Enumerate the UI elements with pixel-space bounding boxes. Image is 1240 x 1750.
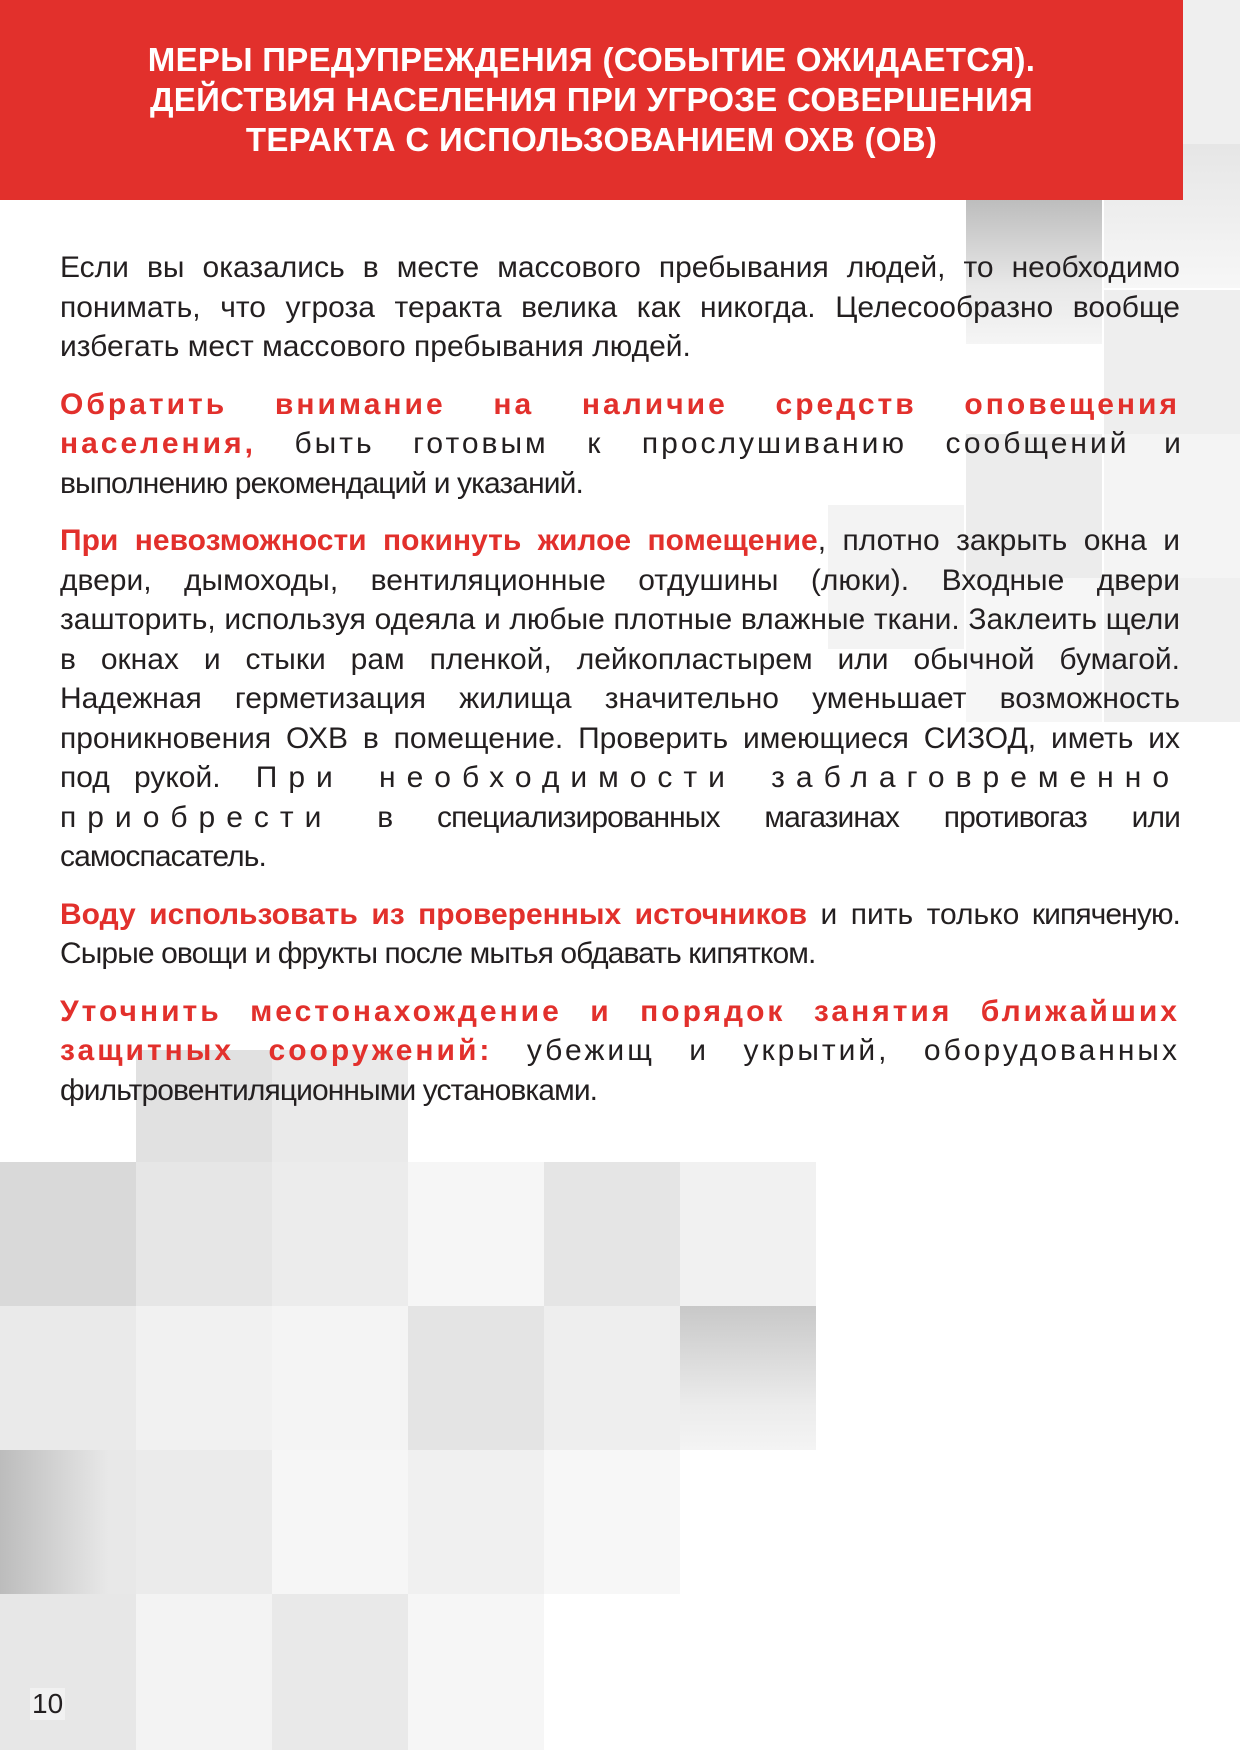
page-title <box>148 40 1035 160</box>
background-tile <box>408 1594 544 1750</box>
title-line: ТЕРАКТА С ИСПОЛЬЗОВАНИЕМ ОХВ (ОВ) <box>245 121 938 158</box>
page-number: 10 <box>32 1688 64 1719</box>
background-tile <box>544 1162 680 1306</box>
background-tile <box>272 1306 408 1450</box>
background-tile <box>544 1306 680 1450</box>
background-tile <box>136 1162 272 1306</box>
paragraph-text: и выполнению рекомендаций и указаний. <box>60 427 1181 500</box>
background-tile <box>136 1594 272 1750</box>
background-tile <box>0 1450 136 1594</box>
highlight-text: Обратить внимание на наличие средств оповещения населения, <box>60 387 1180 460</box>
highlight-text: Воду использовать из проверенных источников <box>60 897 808 931</box>
paragraph-alert-systems <box>60 385 1180 504</box>
highlight-text: Уточнить местонахождение и порядок занятия ближайших защитных сооружений: <box>60 994 1180 1067</box>
paragraph-mass-gathering <box>60 248 1180 367</box>
paragraph-text: Если вы оказались в месте массового пребывания людей, то необходимо понимать, что угроза теракта велика как никогда. Целесообразно вообще избегать мест массового пребывания людей. <box>60 251 1180 363</box>
paragraph-text: в специализированных магазинах противогаз или самоспасатель. <box>60 800 1180 873</box>
paragraph-text: При необходимости заблаговременно приобрести <box>60 761 1181 834</box>
background-tile <box>408 1450 544 1594</box>
paragraph-text: быть готовым к прослушиванию сообщений <box>255 427 1130 460</box>
body-text <box>60 248 1180 1128</box>
background-tile <box>0 1306 136 1450</box>
background-tile <box>136 1450 272 1594</box>
paragraph-water <box>60 895 1180 974</box>
background-tile <box>136 1306 272 1450</box>
background-tile <box>272 1162 408 1306</box>
background-tile <box>0 1162 136 1306</box>
paragraph-text: и пить только <box>807 897 1020 931</box>
background-tile <box>408 1162 544 1306</box>
background-tile <box>0 1594 136 1750</box>
header-banner <box>0 0 1183 200</box>
paragraph-text: , плотно закрыть окна и двери, дымоходы, вентиляционные отдушины (люки). Входные двери зашторить, используя одеяла и любые плотные влажные ткани. Заклеить щели в окнах и стыки рам пленкой, лейкопластырем или обычной бумагой. Надежная герметизация жилища значительно уменьшает возможность проникновения ОХВ в помещение. Проверить имеющиеся СИЗОД, иметь их под рукой. <box>60 524 1180 794</box>
title-line: МЕРЫ ПРЕДУПРЕЖДЕНИЯ (СОБЫТИЕ ОЖИДАЕТСЯ). <box>147 41 1036 78</box>
paragraph-sealing-room <box>60 521 1180 877</box>
background-tile <box>680 1162 816 1306</box>
highlight-text: При невозможности покинуть жилое помещение <box>60 524 818 557</box>
background-tile <box>544 1450 680 1594</box>
background-tile <box>680 1306 816 1450</box>
title-line: ДЕЙСТВИЯ НАСЕЛЕНИЯ ПРИ УГРОЗЕ СОВЕРШЕНИЯ <box>149 81 1034 118</box>
background-tile <box>272 1594 408 1750</box>
background-tile <box>408 1306 544 1450</box>
paragraph-shelters <box>60 992 1180 1111</box>
paragraph-text: фильтровентиляционными установками. <box>60 1073 598 1107</box>
paragraph-text: убежищ и укрытий, оборудованных <box>492 1034 1180 1067</box>
paragraph-text: кипяченую. Сырые овощи и фрукты после мытья обдавать кипятком. <box>60 897 1180 970</box>
background-tile <box>272 1450 408 1594</box>
